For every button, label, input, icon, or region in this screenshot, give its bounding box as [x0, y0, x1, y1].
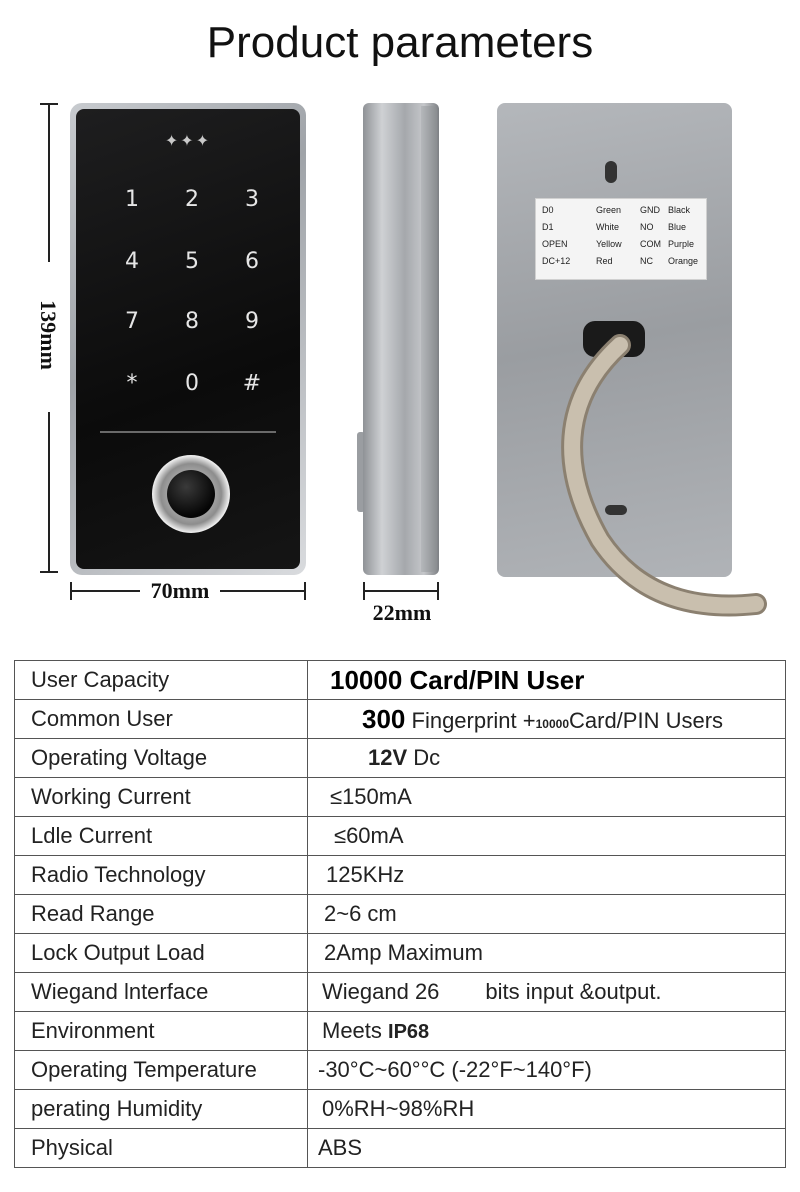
table-row: [15, 700, 786, 739]
spec-value: 2~6 cm: [308, 895, 786, 934]
spec-key: Wiegand lnterface: [15, 973, 308, 1012]
table-row: [15, 895, 786, 934]
spec-value: [308, 1012, 786, 1051]
spec-value-text: IP68: [388, 1021, 430, 1043]
wiring-label-text: Green: [596, 205, 622, 215]
wiring-label-text: Yellow: [596, 239, 622, 249]
spec-key: Working Current: [15, 778, 308, 817]
wiring-label-text: Purple: [668, 239, 695, 249]
spec-key: Lock Output Load: [15, 934, 308, 973]
table-row: [15, 739, 786, 778]
spec-key: Common User: [15, 700, 308, 739]
table-row: [15, 934, 786, 973]
key-5: 5: [185, 249, 199, 274]
spec-value: ≤60mA: [308, 817, 786, 856]
table-row: [15, 778, 786, 817]
wiring-label-text: Orange: [668, 256, 699, 266]
wiring-label-text: NO: [640, 222, 654, 232]
wiring-label-text: NC: [640, 256, 653, 266]
key-7: 7: [125, 309, 139, 334]
spec-key: User Capacity: [15, 661, 308, 700]
table-row: [15, 1051, 786, 1090]
wiring-label-text: OPEN: [542, 239, 568, 249]
table-row: [15, 661, 786, 700]
wiring-label-text: COM: [640, 239, 661, 249]
table-row: [15, 973, 786, 1012]
key-8: 8: [185, 309, 199, 334]
spec-value-text: 10000: [535, 716, 569, 731]
key-1: 1: [125, 187, 139, 212]
key-6: 6: [245, 249, 259, 274]
wiring-label-text: DC+12: [542, 256, 571, 266]
table-row: [15, 856, 786, 895]
spec-value-text: bits input &output.: [485, 979, 662, 1004]
spec-value: [308, 700, 786, 739]
spec-value-text: Dc: [407, 745, 441, 770]
wiring-label-text: D1: [542, 222, 554, 232]
wiring-label-text: Black: [668, 205, 691, 215]
wiring-label-text: D0: [542, 205, 554, 215]
spec-key: Ldle Current: [15, 817, 308, 856]
spec-value-text: 300: [362, 703, 406, 734]
spec-value: [308, 973, 786, 1012]
table-row: [15, 1090, 786, 1129]
spec-value-text: 12V: [368, 745, 408, 770]
key-0: 0: [185, 371, 199, 396]
spec-value-text: Fingerprint +: [405, 707, 536, 733]
spec-value: [308, 739, 786, 778]
spec-key: Physical: [15, 1129, 308, 1168]
table-row: [15, 1012, 786, 1051]
spec-table: [14, 660, 786, 1168]
table-row: [15, 1129, 786, 1168]
spec-key: Radio Technology: [15, 856, 308, 895]
key-9: 9: [245, 309, 259, 334]
spec-key: Operating Temperature: [15, 1051, 308, 1090]
table-row: [15, 817, 786, 856]
spec-value-text: Wiegand 26: [322, 979, 440, 1004]
spec-value: 2Amp Maximum: [308, 934, 786, 973]
spec-key: Read Range: [15, 895, 308, 934]
wiring-label-text: White: [596, 222, 620, 232]
spec-value-text: Meets: [322, 1018, 389, 1043]
spec-value: ABS: [308, 1129, 786, 1168]
width-dimension-label: 70mm: [140, 578, 220, 604]
wiring-label-text: Red: [596, 256, 613, 266]
spec-value-text: Card/PIN Users: [569, 707, 724, 733]
key-hash: #: [242, 371, 262, 396]
spec-value: 0%RH~98%RH: [308, 1090, 786, 1129]
height-dimension-label: 139mm: [36, 300, 61, 370]
spec-key: Environment: [15, 1012, 308, 1051]
spec-value-text: 10000 Card/PIN User: [330, 664, 585, 695]
key-4: 4: [125, 249, 139, 274]
spec-value: 125KHz: [308, 856, 786, 895]
key-2: 2: [185, 187, 199, 212]
key-3: 3: [245, 187, 259, 212]
spec-key: perating Humidity: [15, 1090, 308, 1129]
depth-dimension-label: 22mm: [372, 600, 432, 625]
spec-value: [308, 661, 786, 700]
spec-value: ≤150mA: [308, 778, 786, 817]
key-star: *: [126, 371, 138, 396]
spec-key: Operating Voltage: [15, 739, 308, 778]
spec-value: -30°C~60°°C (-22°F~140°F): [308, 1051, 786, 1090]
wiring-label-text: GND: [640, 205, 660, 215]
brand-logo: ✦✦✦: [164, 131, 212, 150]
wiring-label-text: Blue: [668, 222, 687, 232]
page-title: Product parameters: [206, 18, 594, 67]
